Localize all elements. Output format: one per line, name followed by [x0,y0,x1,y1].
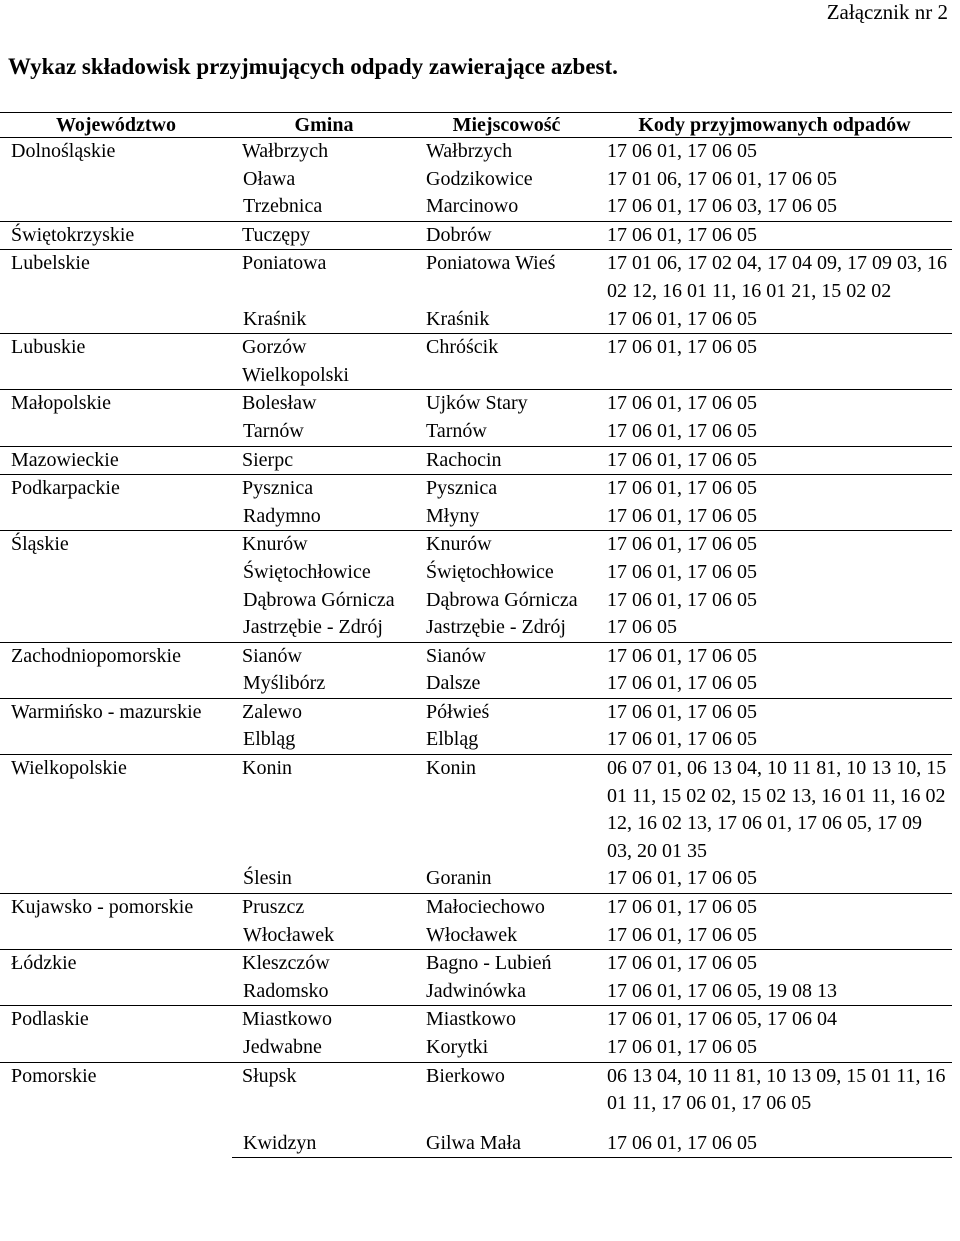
column-header-kody: Kody przyjmowanych odpadów [597,113,952,138]
cell-miejscowosc: Kraśnik [426,307,490,330]
table-row [0,1006,952,1034]
cell-miejscowosc: Konin [416,755,597,866]
cell-kody: 17 06 01, 17 06 05 [597,221,952,250]
cell-kody: 17 06 01, 17 06 05 [607,307,757,330]
cell-miejscowosc: Gilwa Mała [416,1130,597,1158]
cell-gmina: Poniatowa [232,250,416,306]
cell-gmina: Sierpc [232,446,416,475]
cell-miejscowosc: Wałbrzych [416,138,597,166]
column-header-miejscowosc: Miejscowość [416,113,597,138]
column-header-wojewodztwo: Województwo [0,113,232,138]
cell-miejscowosc: Knurów [416,531,597,559]
table-row [0,894,952,922]
cell-gmina: Ślesin [243,867,292,890]
cell-kody: 17 06 01, 17 06 05 [597,475,952,503]
cell-gmina: Jedwabne [243,1036,322,1058]
table-row [0,950,952,978]
cell-gmina: Konin [232,755,416,866]
cell-gmina: Słupsk [232,1062,416,1130]
cell-kody: 17 06 01, 17 06 03, 17 06 05 [607,195,837,218]
cell-kody: 17 06 01, 17 06 05, 17 06 04 [597,1006,952,1034]
cell-gmina: Oława [243,167,296,190]
cell-miejscowosc: Pysznica [416,475,597,503]
cell-gmina: Kwidzyn [232,1130,416,1158]
cell-kody: 17 06 01, 17 06 05, 19 08 13 [607,979,837,1002]
cell-gmina: Świętochłowice [243,560,371,583]
cell-miejscowosc: Ujków Stary [416,390,597,418]
cell-miejscowosc: Włocławek [426,923,518,946]
cell-miejscowosc: Chróścik [416,334,597,390]
table-row [0,475,952,503]
table-row [0,698,952,726]
cell-miejscowosc: Korytki [426,1036,489,1058]
cell-miejscowosc: Godzikowice [426,167,533,190]
cell-wojewodztwo: Kujawsko - pomorskie [0,894,232,950]
cell-wojewodztwo: Lubelskie [0,250,232,334]
cell-kody: 17 06 01, 17 06 05 [597,390,952,418]
cell-miejscowosc: Dalsze [426,672,481,695]
cell-gmina: Tarnów [243,419,304,442]
table-row [0,390,952,418]
cell-gmina: Pysznica [232,475,416,503]
cell-wojewodztwo: Podkarpackie [0,475,232,531]
cell-miejscowosc: Tarnów [426,419,487,442]
cell-kody: 17 06 01, 17 06 05 [597,894,952,922]
table-body [0,138,952,1158]
table-row [0,221,952,250]
column-header-gmina: Gmina [232,113,416,138]
cell-miejscowosc: Młyny [426,504,480,527]
cell-kody: 17 06 01, 17 06 05 [607,504,757,527]
cell-miejscowosc: Świętochłowice [426,560,554,583]
cell-miejscowosc: Jastrzębie - Zdrój [426,616,566,639]
cell-wojewodztwo: Śląskie [0,531,232,642]
cell-kody: 17 01 06, 17 02 04, 17 04 09, 17 09 03, 16 02 12, 16 01 11, 16 01 21, 15 02 02 [597,250,952,306]
cell-kody: 17 01 06, 17 06 01, 17 06 05 [607,167,837,190]
cell-wojewodztwo: Pomorskie [0,1062,232,1158]
cell-gmina: Tuczępy [232,221,416,250]
cell-gmina: Radomsko [243,979,329,1002]
table-row [0,250,952,306]
cell-kody: 17 06 05 [607,616,677,639]
cell-miejscowosc: Poniatowa Wieś [416,250,597,306]
cell-kody: 17 06 01, 17 06 05 [597,950,952,978]
cell-kody: 06 13 04, 10 11 81, 10 13 09, 15 01 11, 16 01 11, 17 06 01, 17 06 05 [597,1062,952,1130]
cell-gmina: Myślibórz [243,672,326,695]
cell-gmina: Włocławek [243,923,335,946]
cell-kody: 17 06 01, 17 06 05 [597,1130,952,1158]
cell-gmina: Dąbrowa Górnicza [243,588,395,611]
table-row [0,1062,952,1130]
cell-kody: 17 06 01, 17 06 05 [597,446,952,475]
cell-kody: 17 06 01, 17 06 05 [607,672,757,695]
cell-kody: 17 06 01, 17 06 05 [607,923,757,946]
cell-gmina: Knurów [232,531,416,559]
cell-gmina: Kraśnik [243,307,307,330]
cell-miejscowosc: Półwieś [416,698,597,726]
cell-wojewodztwo: Podlaskie [0,1006,232,1062]
cell-gmina: Miastkowo [232,1006,416,1034]
table-row [0,446,952,475]
cell-gmina: Jastrzębie - Zdrój [243,616,383,639]
cell-kody: 17 06 01, 17 06 05 [597,531,952,559]
cell-wojewodztwo: Dolnośląskie [0,138,232,222]
cell-kody: 17 06 01, 17 06 05 [597,334,952,390]
cell-kody: 17 06 01, 17 06 05 [597,698,952,726]
cell-kody: 06 07 01, 06 13 04, 10 11 81, 10 13 10, 15 01 11, 15 02 02, 15 02 13, 16 01 11, 16 02 12, 16 02 13, 17 06 01, 17 06 05, 17 09 03, 20 01 35 [597,755,952,866]
cell-kody: 17 06 01, 17 06 05 [607,867,757,890]
cell-miejscowosc: Dobrów [416,221,597,250]
cell-gmina: Elbląg [243,728,296,751]
table-row [0,755,952,866]
cell-gmina: Sianów [232,642,416,670]
cell-miejscowosc: Bierkowo [416,1062,597,1130]
cell-wojewodztwo: Łódzkie [0,950,232,1006]
cell-miejscowosc: Jadwinówka [426,979,526,1002]
cell-miejscowosc: Dąbrowa Górnicza [426,588,578,611]
attachment-label: Załącznik nr 2 [826,0,948,24]
table-row [0,138,952,166]
cell-gmina: Kleszczów [232,950,416,978]
cell-miejscowosc: Goranin [426,867,492,890]
cell-miejscowosc: Bagno - Lubień [416,950,597,978]
landfill-table [0,112,952,1158]
cell-gmina: Pruszcz [232,894,416,922]
cell-gmina: Gorzów Wielkopolski [232,334,416,390]
table-row [0,642,952,670]
cell-miejscowosc: Miastkowo [416,1006,597,1034]
cell-wojewodztwo: Lubuskie [0,334,232,390]
cell-kody: 17 06 01, 17 06 05 [607,560,757,583]
cell-gmina: Zalewo [232,698,416,726]
cell-miejscowosc: Małociechowo [416,894,597,922]
cell-kody: 17 06 01, 17 06 05 [597,138,952,166]
cell-wojewodztwo: Warmińsko - mazurskie [0,698,232,754]
table-header-row [0,113,952,138]
cell-gmina: Wałbrzych [232,138,416,166]
cell-kody: 17 06 01, 17 06 05 [607,1036,757,1058]
cell-gmina: Radymno [243,504,321,527]
cell-miejscowosc: Sianów [416,642,597,670]
cell-gmina: Bolesław [232,390,416,418]
cell-wojewodztwo: Zachodniopomorskie [0,642,232,698]
cell-wojewodztwo: Wielkopolskie [0,755,232,894]
cell-kody: 17 06 01, 17 06 05 [607,728,757,751]
cell-miejscowosc: Elbląg [426,728,479,751]
table-row [0,531,952,559]
cell-kody: 17 06 01, 17 06 05 [607,419,757,442]
cell-wojewodztwo: Mazowieckie [0,446,232,475]
cell-wojewodztwo: Małopolskie [0,390,232,446]
cell-miejscowosc: Marcinowo [426,195,519,218]
cell-wojewodztwo: Świętokrzyskie [0,221,232,250]
cell-kody: 17 06 01, 17 06 05 [607,588,757,611]
cell-miejscowosc: Rachocin [416,446,597,475]
table-row [0,334,952,390]
document-title: Wykaz składowisk przyjmujących odpady zawierające azbest. [8,54,618,79]
cell-kody: 17 06 01, 17 06 05 [597,642,952,670]
cell-gmina: Trzebnica [243,195,323,218]
